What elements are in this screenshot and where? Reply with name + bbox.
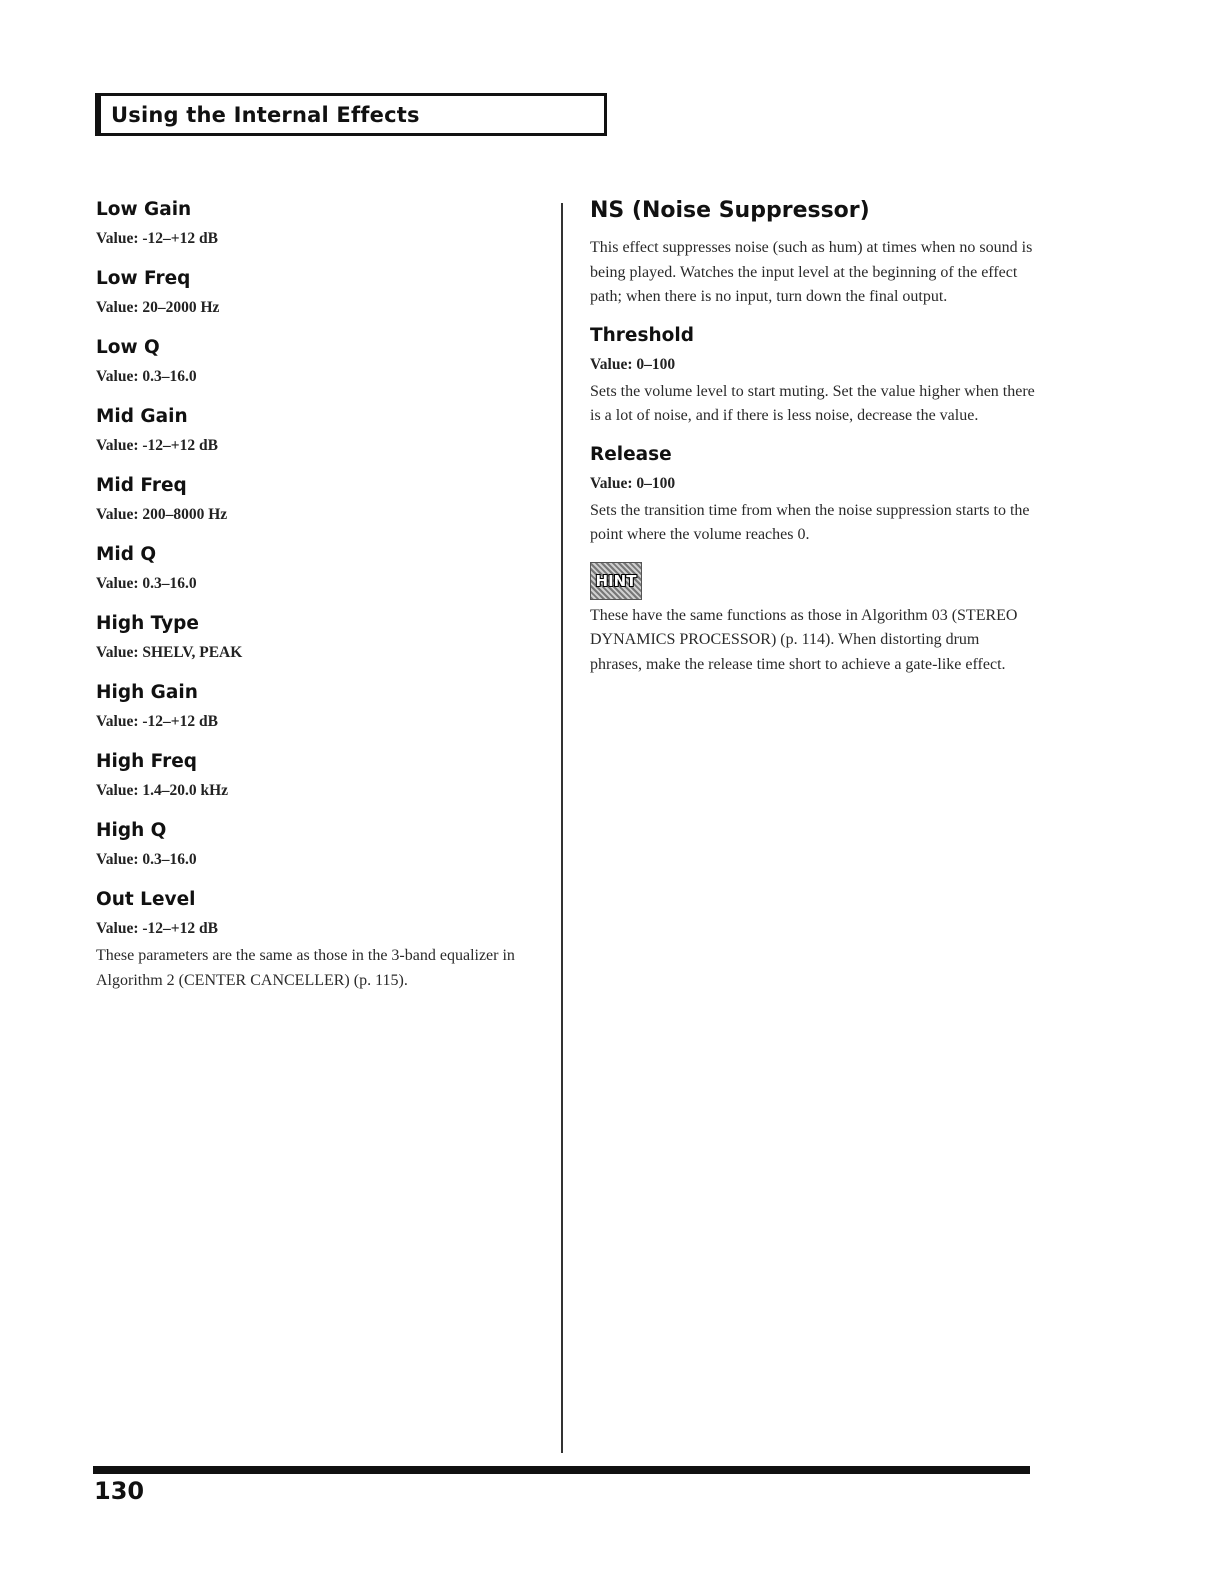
param-value: Value: 1.4–20.0 kHz [96, 782, 229, 799]
section-header [95, 93, 607, 136]
ns-title: NS (Noise Suppressor) [590, 198, 870, 223]
left-column [96, 198, 536, 993]
param-value: Value: SHELV, PEAK [96, 644, 243, 661]
footer-rule [93, 1466, 1030, 1474]
threshold-title: Threshold [590, 324, 694, 346]
param-high-type [96, 612, 536, 681]
release-section [590, 443, 1035, 548]
param-out-level [96, 888, 536, 940]
param-value: Value: 0.3–16.0 [96, 575, 197, 592]
param-title: Mid Gain [96, 406, 188, 427]
param-title: High Freq [96, 751, 198, 772]
param-title: High Type [96, 613, 199, 634]
left-note: These parameters are the same as those in the 3-band equalizer in Algorithm 2 (CENTER CANCELLER) (p. 115). [96, 947, 515, 989]
threshold-desc: Sets the volume level to start muting. Set the value higher when there is a lot of noise, and if there is less noise, decrease the value. [590, 382, 1035, 424]
hint-text: These have the same functions as those in Algorithm 03 (STEREO DYNAMICS PROCESSOR) (p. 114). When distorting drum phrases, make the release time short to achieve a gate-like effect. [590, 606, 1018, 673]
param-title: High Gain [96, 682, 198, 703]
right-column [590, 196, 1035, 677]
param-high-q [96, 819, 536, 888]
param-title: Low Freq [96, 268, 191, 289]
release-title: Release [590, 443, 672, 465]
param-title: High Q [96, 820, 167, 841]
param-low-q [96, 336, 536, 405]
param-high-gain [96, 681, 536, 750]
param-value: Value: -12–+12 dB [96, 920, 218, 937]
hint-icon [590, 562, 642, 600]
param-value: Value: 200–8000 Hz [96, 506, 228, 523]
param-value: Value: -12–+12 dB [96, 437, 218, 454]
param-mid-q [96, 543, 536, 612]
release-value: Value: 0–100 [590, 474, 676, 492]
threshold-value: Value: 0–100 [590, 355, 676, 373]
param-value: Value: -12–+12 dB [96, 713, 218, 730]
column-divider [561, 203, 563, 1453]
param-low-gain [96, 198, 536, 267]
param-title: Low Gain [96, 199, 192, 220]
param-title: Mid Q [96, 544, 157, 565]
param-low-freq [96, 267, 536, 336]
param-high-freq [96, 750, 536, 819]
release-desc: Sets the transition time from when the noise suppression starts to the point where the volume reaches 0. [590, 501, 1030, 543]
threshold-section [590, 324, 1035, 429]
param-title: Out Level [96, 889, 196, 910]
param-title: Mid Freq [96, 475, 187, 496]
section-title: Using the Internal Effects [111, 102, 420, 127]
param-value: Value: 20–2000 Hz [96, 299, 220, 316]
param-value: Value: 0.3–16.0 [96, 368, 197, 385]
hint-label: HINT [595, 571, 637, 590]
param-mid-gain [96, 405, 536, 474]
param-value: Value: 0.3–16.0 [96, 851, 197, 868]
ns-intro: This effect suppresses noise (such as hum) at times when no sound is being played. Watches the input level at the beginning of the effect path; when there is no input, turn down the final output. [590, 239, 1033, 305]
param-value: Value: -12–+12 dB [96, 230, 218, 247]
param-mid-freq [96, 474, 536, 543]
page-number: 130 [94, 1477, 145, 1505]
param-title: Low Q [96, 337, 160, 358]
